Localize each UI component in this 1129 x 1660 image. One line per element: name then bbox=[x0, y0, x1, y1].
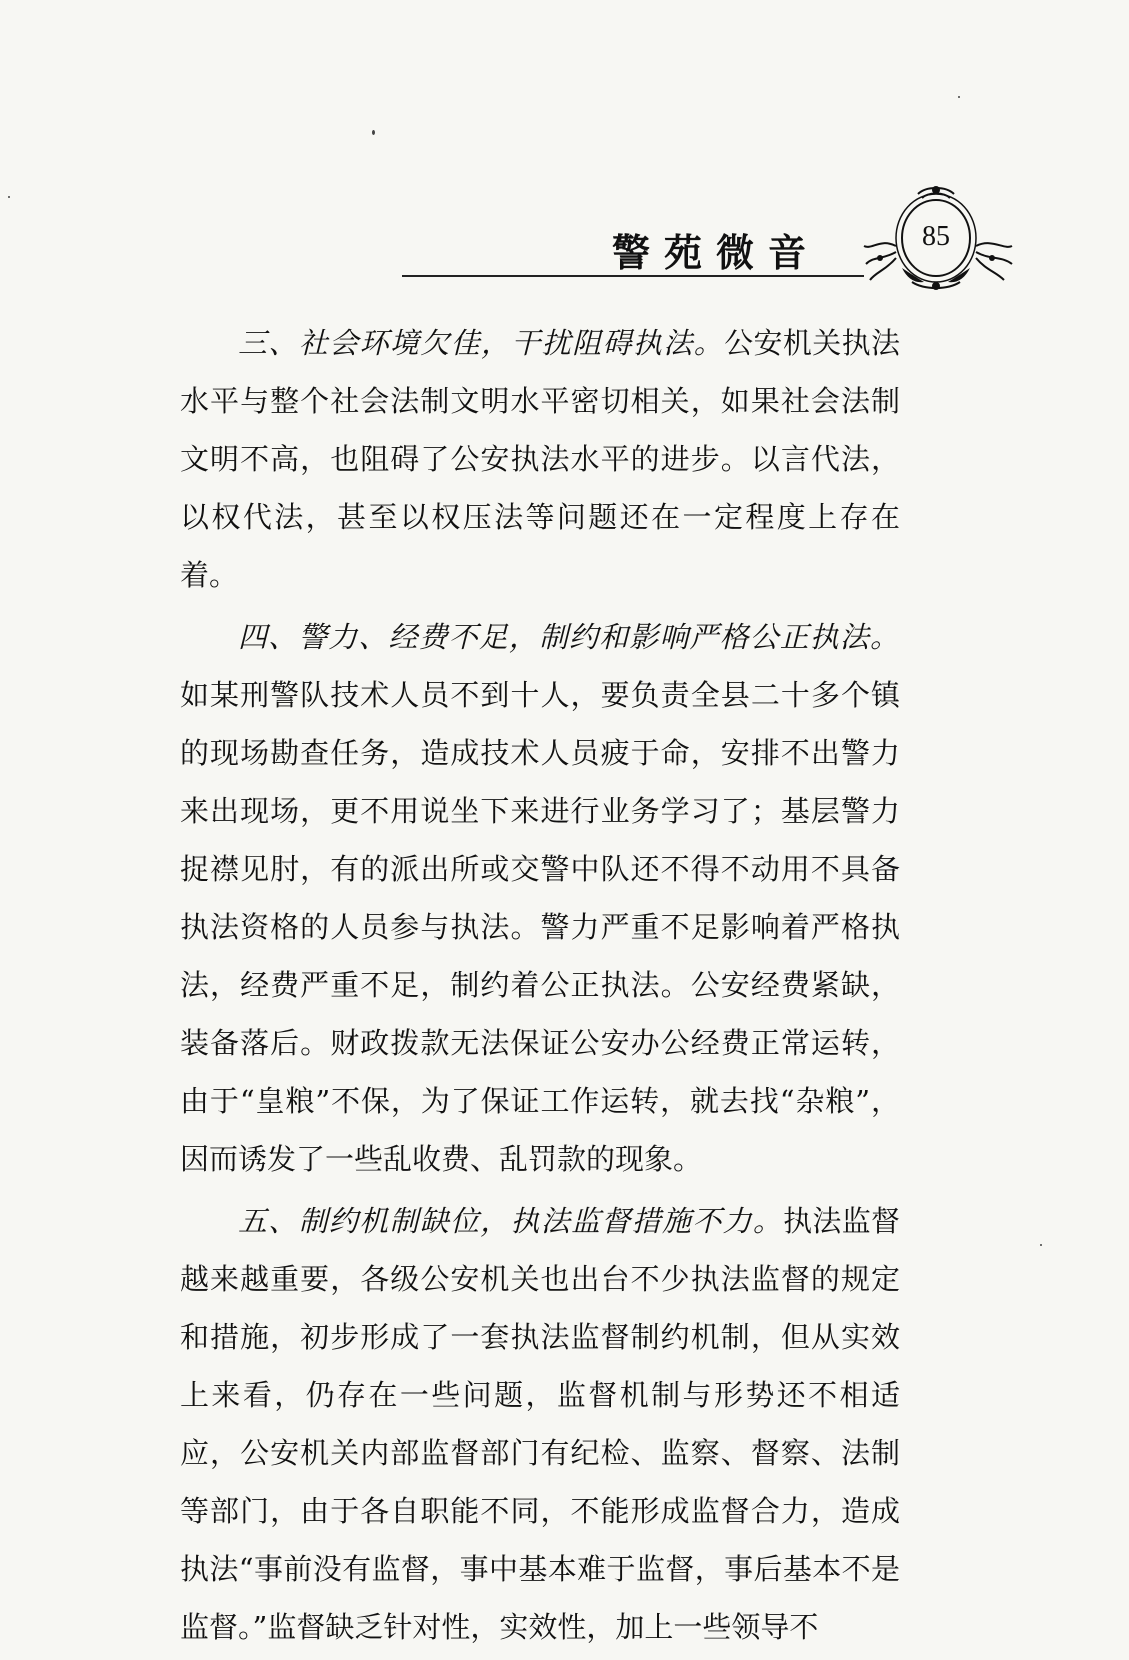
paragraph-text: 执法监督越来越重要，各级公安机关也出台不少执法监督的规定和措施，初步形成了一套执法监督制约机制，但从实效上来看，仍存在一些问题，监督机制与形势还不相适应，公安机关内部监督部门有纪检、监察、督察、法制等部门，由于各自职能不同，不能形成监督合力，造成执法“事前没有监督，事中基本难于监督，事后基本不是监督。”监督缺乏针对性，实效性，加上一些领导不 bbox=[180, 1204, 900, 1644]
running-header-title: 警苑微音 bbox=[612, 231, 821, 275]
paragraph-text: 公安机关执法水平与整个社会法制文明水平密切相关，如果社会法制文明不高，也阻碍了公安执法水平的进步。以言代法，以权代法，甚至以权压法等问题还在一定程度上存在着。 bbox=[180, 326, 900, 592]
paragraph-lead: 三、社会环境欠佳，干扰阻碍执法。 bbox=[238, 326, 725, 360]
paragraph bbox=[180, 608, 900, 1188]
paragraph-lead: 四、警力、经费不足，制约和影响严格公正执法。 bbox=[238, 620, 900, 654]
paragraph bbox=[180, 1192, 900, 1656]
header-rule bbox=[402, 275, 864, 277]
scan-speck bbox=[372, 130, 375, 135]
page-number: 85 bbox=[922, 221, 950, 252]
paragraph bbox=[180, 314, 900, 604]
scan-speck bbox=[958, 96, 960, 98]
scan-speck bbox=[1040, 1244, 1042, 1246]
paragraph-lead: 五、制约机制缺位，执法监督措施不力。 bbox=[238, 1204, 784, 1238]
body-text bbox=[180, 314, 900, 1660]
scan-speck bbox=[8, 196, 10, 198]
paragraph-text: 如某刑警队技术人员不到十人，要负责全县二十多个镇的现场勘查任务，造成技术人员疲于命，安排不出警力来出现场，更不用说坐下来进行业务学习了；基层警力捉襟见肘，有的派出所或交警中队还不得不动用不具备执法资格的人员参与执法。警力严重不足影响着严格执法，经费严重不足，制约着公正执法。公安经费紧缺，装备落后。财政拨款无法保证公安办公经费正常运转，由于“皇粮”不保，为了保证工作运转，就去找“杂粮”，因而诱发了一些乱收费、乱罚款的现象。 bbox=[180, 678, 900, 1176]
